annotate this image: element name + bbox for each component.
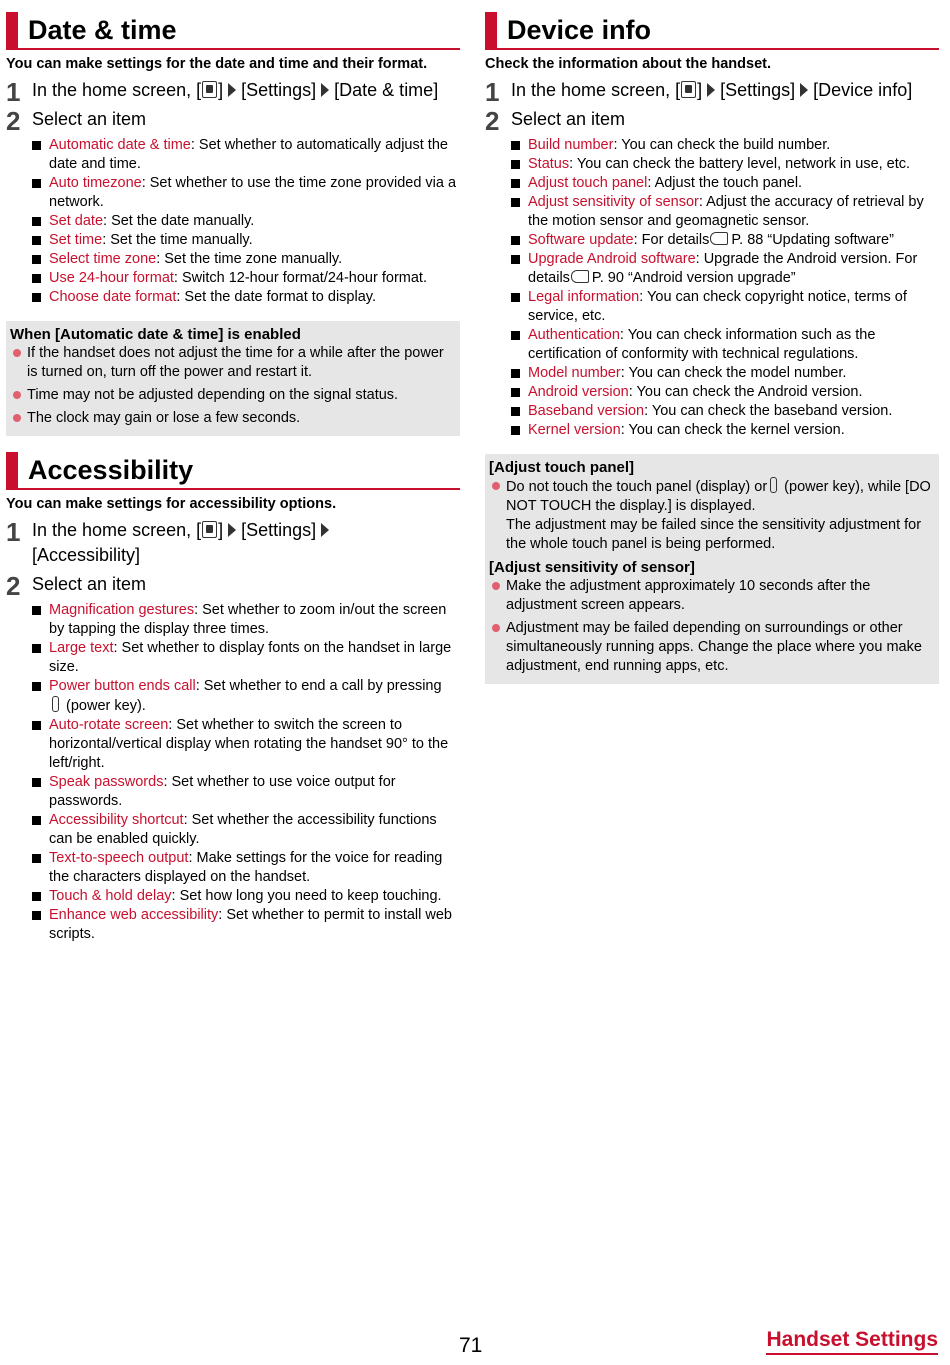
step-1: 1 In the home screen, [ ] [Settings] [Accessibility] — [6, 518, 460, 568]
heading-accent-bar — [485, 12, 497, 48]
heading-accent-bar — [6, 12, 18, 48]
list-item: Speak passwords: Set whether to use voice output for passwords. — [30, 773, 460, 811]
step-number: 1 — [6, 517, 21, 547]
list-item: Upgrade Android software: Upgrade the Android version. For details P. 90 “Android version upgrade” — [509, 250, 939, 288]
step-number: 2 — [6, 106, 21, 136]
note-box — [485, 454, 939, 684]
note-item: Time may not be adjusted depending on the signal status. — [10, 386, 456, 405]
left-column — [6, 12, 460, 944]
page-number: 71 — [459, 1334, 483, 1357]
power-key-icon — [770, 477, 777, 493]
step-number: 1 — [485, 77, 500, 107]
heading-accent-bar — [6, 452, 18, 488]
section-intro: Check the information about the handset. — [485, 56, 771, 72]
step-1: 1 In the home screen, [ ] [Settings] [Device info] — [485, 77, 913, 107]
step-2: 2 Select an item — [6, 571, 147, 601]
arrow-right-icon — [800, 83, 808, 97]
arrow-right-icon — [321, 523, 329, 537]
section-heading-date-time — [6, 12, 460, 50]
footer-section-title: Handset Settings — [766, 1327, 938, 1355]
section-title: Accessibility — [28, 455, 194, 485]
list-item: Adjust touch panel: Adjust the touch panel. — [509, 174, 939, 193]
section-intro: You can make settings for accessibility options. — [6, 496, 337, 512]
list-item: Touch & hold delay: Set how long you need to keep touching. — [30, 887, 460, 906]
item-list — [30, 136, 460, 307]
step-number: 2 — [485, 106, 500, 136]
apps-icon — [202, 81, 217, 98]
note-heading: [Adjust sensitivity of sensor] — [489, 559, 695, 576]
arrow-right-icon — [228, 83, 236, 97]
step-number: 2 — [6, 571, 21, 601]
section-intro: You can make settings for the date and time and their format. — [6, 56, 428, 72]
apps-icon — [681, 81, 696, 98]
list-item: Build number: You can check the build number. — [509, 136, 939, 155]
step-2: 2 Select an item — [485, 106, 626, 136]
list-item: Authentication: You can check information such as the certification of conformity with technical regulations. — [509, 326, 939, 364]
list-item: Set time: Set the time manually. — [30, 231, 460, 250]
list-item: Text-to-speech output: Make settings for the voice for reading the characters displayed on the handset. — [30, 849, 460, 887]
list-item: Baseband version: You can check the baseband version. — [509, 402, 939, 421]
reference-icon — [571, 270, 589, 283]
list-item: Magnification gestures: Set whether to zoom in/out the screen by tapping the display three times. — [30, 601, 460, 639]
right-column — [485, 12, 939, 684]
section-heading-device-info — [485, 12, 939, 50]
arrow-right-icon — [707, 83, 715, 97]
note-item: The clock may gain or lose a few seconds. — [10, 409, 456, 428]
step-number: 1 — [6, 77, 21, 107]
list-item: Android version: You can check the Android version. — [509, 383, 939, 402]
list-item: Auto timezone: Set whether to use the time zone provided via a network. — [30, 174, 460, 212]
power-key-icon — [52, 696, 59, 712]
list-item: Automatic date & time: Set whether to automatically adjust the date and time. — [30, 136, 460, 174]
list-item: Auto-rotate screen: Set whether to switch the screen to horizontal/vertical display when rotating the handset 90° to the left/right. — [30, 716, 460, 773]
list-item: Adjust sensitivity of sensor: Adjust the accuracy of retrieval by the motion sensor and geomagnetic sensor. — [509, 193, 939, 231]
section-heading-accessibility — [6, 452, 460, 490]
list-item: Software update: For details P. 88 “Updating software” — [509, 231, 939, 250]
item-list — [30, 601, 460, 944]
list-item: Choose date format: Set the date format to display. — [30, 288, 460, 307]
arrow-right-icon — [321, 83, 329, 97]
note-item: Adjustment may be failed depending on surroundings or other simultaneously running apps. Change the place where you make adjustment, end running apps, etc. — [489, 619, 935, 676]
note-item: Do not touch the touch panel (display) or (power key), while [DO NOT TOUCH the display.] is displayed. The adjustment may be failed since the sensitivity adjustment for the whole touch panel is being performed. — [489, 477, 935, 554]
reference-icon — [710, 232, 728, 245]
note-heading: [Adjust touch panel] — [489, 459, 634, 476]
section-title: Date & time — [28, 15, 177, 45]
apps-icon — [202, 521, 217, 538]
list-item: Kernel version: You can check the kernel version. — [509, 421, 939, 440]
list-item: Large text: Set whether to display fonts on the handset in large size. — [30, 639, 460, 677]
note-item: If the handset does not adjust the time for a while after the power is turned on, turn off the power and restart it. — [10, 344, 456, 382]
list-item: Legal information: You can check copyright notice, terms of service, etc. — [509, 288, 939, 326]
item-list — [509, 136, 939, 440]
list-item: Status: You can check the battery level, network in use, etc. — [509, 155, 939, 174]
list-item: Accessibility shortcut: Set whether the accessibility functions can be enabled quickly. — [30, 811, 460, 849]
note-heading: When [Automatic date & time] is enabled — [10, 326, 301, 343]
list-item: Set date: Set the date manually. — [30, 212, 460, 231]
note-box — [6, 321, 460, 436]
list-item: Enhance web accessibility: Set whether to permit to install web scripts. — [30, 906, 460, 944]
note-item: Make the adjustment approximately 10 seconds after the adjustment screen appears. — [489, 577, 935, 615]
list-item: Power button ends call: Set whether to end a call by pressing (power key). — [30, 677, 460, 716]
list-item: Model number: You can check the model number. — [509, 364, 939, 383]
section-title: Device info — [507, 15, 652, 45]
step-2: 2 Select an item — [6, 106, 147, 136]
list-item: Select time zone: Set the time zone manually. — [30, 250, 460, 269]
list-item: Use 24-hour format: Switch 12-hour format/24-hour format. — [30, 269, 460, 288]
step-1: 1 In the home screen, [ ] [Settings] [Date & time] — [6, 77, 439, 107]
arrow-right-icon — [228, 523, 236, 537]
